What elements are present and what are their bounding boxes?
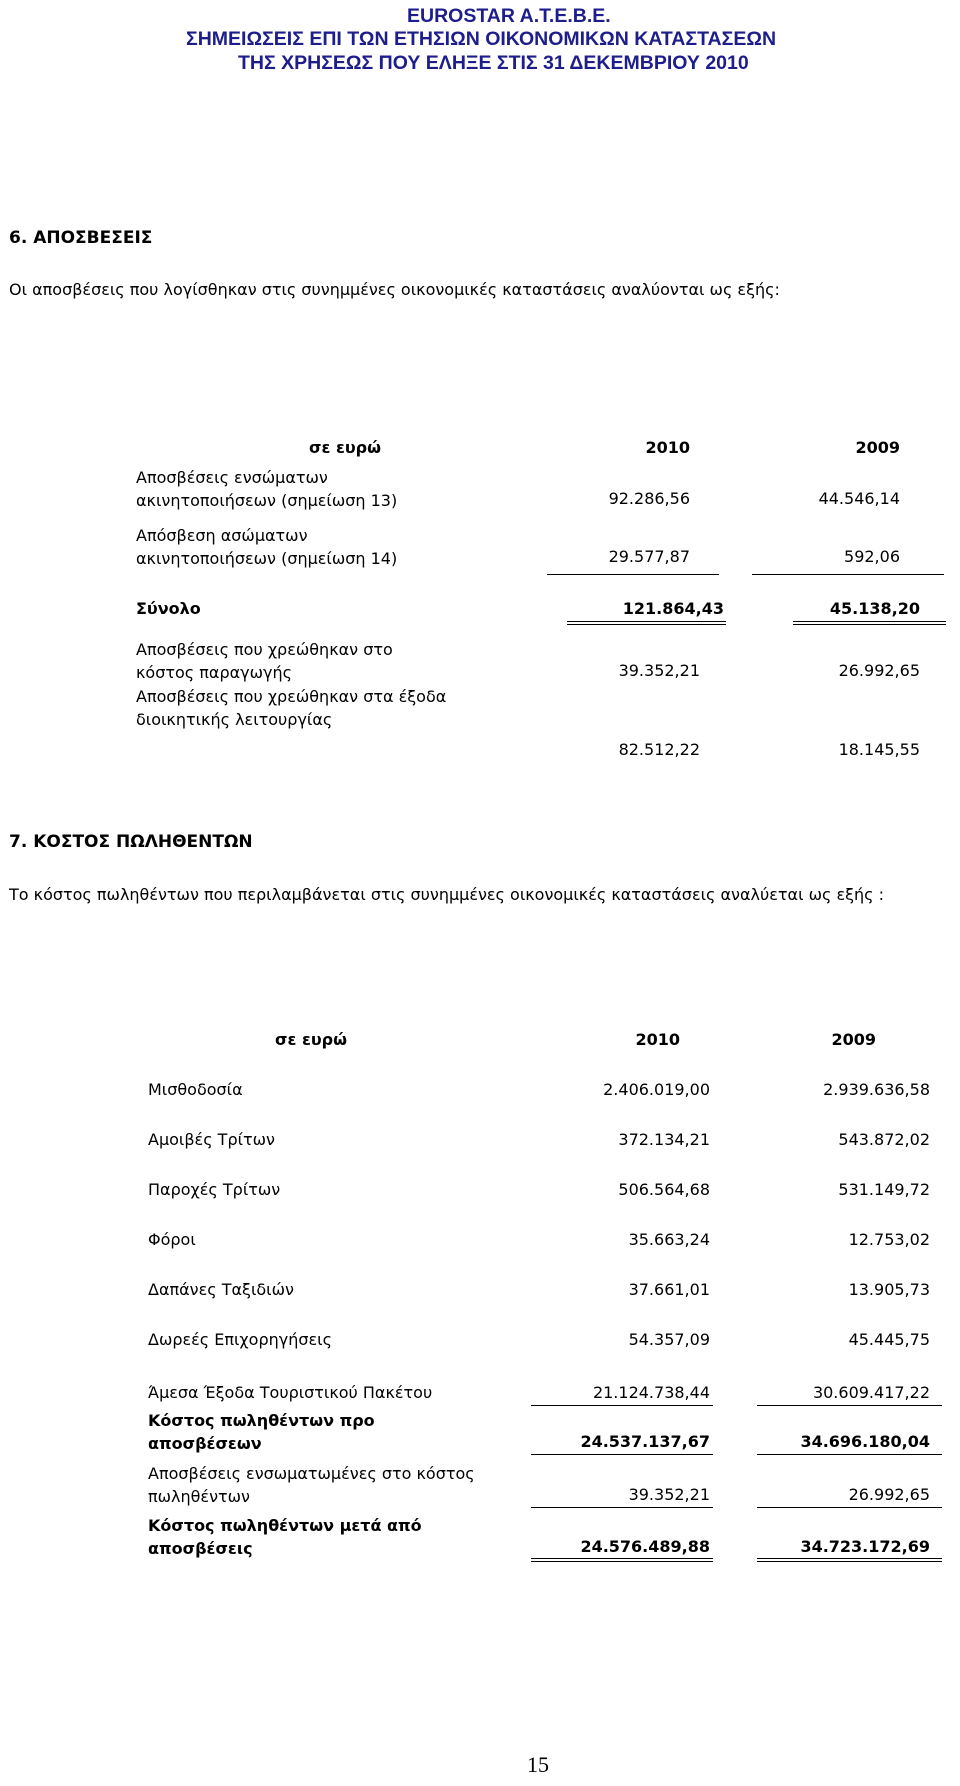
section-6-intro: Οι αποσβέσεις που λογίσθηκαν στις συνημμένες οικονομικές καταστάσεις αναλύονται ως εξής: [9,280,780,299]
s7-row-6-label: Δωρεές Επιχορηγήσεις [148,1330,332,1349]
s6-breakdown-2-2009: 18.145,55 [838,740,920,759]
s7-row-2-label: Αμοιβές Τρίτων [148,1130,275,1149]
s6-breakdown-1-2010: 39.352,21 [618,661,700,680]
s6-row-2-label [136,524,466,570]
s7-subtotal-2010: 24.537.137,67 [580,1432,710,1451]
s7-row-5-2010: 37.661,01 [628,1280,710,1299]
s7-row-4-2010: 35.663,24 [628,1230,710,1249]
s6-breakdown-1-label-line-2: κόστος παραγωγής [136,663,293,682]
s7-total-label-line-1: Κόστος πωληθέντων μετά από [148,1516,422,1535]
s7-col-2009: 2009 [831,1030,876,1049]
s7-depreciation-2010: 39.352,21 [628,1485,710,1504]
header-line-2: ΤΗΣ ΧΡΗΣΕΩΣ ΠΟΥ ΕΛΗΞΕ ΣΤΙΣ 31 ΔΕΚΕΜΒΡΙΟΥ 2010 [238,52,749,74]
s6-col-2009: 2009 [855,438,900,457]
s7-subtotal-label-line-1: Κόστος πωληθέντων προ [148,1411,375,1430]
s6-row-2-label-line-2: ακινητοποιήσεων (σημείωση 14) [136,549,398,568]
s7-row-3-2010: 506.564,68 [618,1180,710,1199]
s7-subtotal-label [148,1409,488,1455]
s7-row-1-label: Μισθοδοσία [148,1080,243,1099]
page-number: 15 [527,1752,549,1777]
s6-row-1-label [136,466,466,512]
s7-row-7-2009: 30.609.417,22 [812,1383,930,1402]
s7-row-4-2009: 12.753,02 [848,1230,930,1249]
s6-col-label: σε ευρώ [309,438,382,457]
s7-subtotal-label-line-2: αποσβέσεων [148,1434,262,1453]
s6-breakdown-2-label-line-1: Αποσβέσεις που χρεώθηκαν στα έξοδα [136,687,447,706]
s7-row-7-underline-2010 [531,1405,713,1406]
header-line-1: ΣΗΜΕΙΩΣΕΙΣ ΕΠΙ ΤΩΝ ΕΤΗΣΙΩΝ ΟΙΚΟΝΟΜΙΚΩΝ ΚΑΤΑΣΤΑΣΕΩΝ [186,28,777,50]
s7-row-7-2010: 21.124.738,44 [592,1383,710,1402]
s6-total-label: Σύνολο [136,599,201,618]
s7-total-label [148,1514,528,1560]
s7-depreciation-label-line-1: Αποσβέσεις ενσωματωμένες στο κόστος [148,1464,475,1483]
s6-col-2010: 2010 [645,438,690,457]
section-7-title: 7. ΚΟΣΤΟΣ ΠΩΛΗΘΕΝΤΩΝ [9,832,253,852]
section-7-intro: Το κόστος πωληθέντων που περιλαμβάνεται στις συνημμένες οικονομικές καταστάσεις αναλύεται ως εξής : [9,885,885,904]
s6-row-2-label-line-1: Απόσβεση ασώματων [136,526,308,545]
s7-total-double-underline-2009 [757,1558,942,1562]
s6-row-2-2010: 29.577,87 [608,547,690,566]
s6-subtotal-underline-2010 [547,574,719,575]
s7-row-3-label: Παροχές Τρίτων [148,1180,281,1199]
s6-total-double-underline-2009 [793,621,946,625]
s7-row-3-2009: 531.149,72 [838,1180,930,1199]
s7-row-6-2009: 45.445,75 [848,1330,930,1349]
s7-col-label: σε ευρώ [275,1030,348,1049]
s7-row-1-2010: 2.406.019,00 [603,1080,710,1099]
s7-row-2-2010: 372.134,21 [618,1130,710,1149]
s6-breakdown-1-label [136,638,476,684]
s7-total-double-underline-2010 [531,1558,713,1562]
s6-total-2010: 121.864,43 [622,599,724,618]
s7-row-7-underline-2009 [757,1405,942,1406]
s6-breakdown-2-2010: 82.512,22 [618,740,700,759]
s7-depreciation-label-line-2: πωληθέντων [148,1487,250,1506]
s6-total-double-underline-2010 [567,621,726,625]
s7-row-1-2009: 2.939.636,58 [823,1080,930,1099]
s7-depreciation-2009: 26.992,65 [848,1485,930,1504]
s7-depreciation-underline-2009 [757,1507,942,1508]
s7-depreciation-label [148,1462,528,1508]
s7-total-2009: 34.723.172,69 [800,1537,930,1556]
s6-breakdown-1-2009: 26.992,65 [838,661,920,680]
s6-row-1-2009: 44.546,14 [818,489,900,508]
s7-total-2010: 24.576.489,88 [580,1537,710,1556]
s7-row-6-2010: 54.357,09 [628,1330,710,1349]
s7-row-5-label: Δαπάνες Ταξιδιών [148,1280,294,1299]
s6-total-2009: 45.138,20 [829,599,920,618]
s6-row-2-2009: 592,06 [844,547,900,566]
s7-row-4-label: Φόροι [148,1230,196,1249]
s7-subtotal-2009: 34.696.180,04 [800,1432,930,1451]
s6-row-1-label-line-2: ακινητοποιήσεων (σημείωση 13) [136,491,398,510]
s7-row-7-label: Άμεσα Έξοδα Τουριστικού Πακέτου [148,1383,433,1402]
s6-row-1-2010: 92.286,56 [608,489,690,508]
s7-total-label-line-2: αποσβέσεις [148,1539,253,1558]
s7-depreciation-underline-2010 [531,1507,713,1508]
s7-subtotal-underline-2010 [531,1454,713,1455]
s6-row-1-label-line-1: Αποσβέσεις ενσώματων [136,468,328,487]
company-name: EUROSTAR A.T.E.B.E. [407,5,611,27]
s6-subtotal-underline-2009 [752,574,944,575]
s6-breakdown-2-label [136,685,476,731]
s7-row-5-2009: 13.905,73 [848,1280,930,1299]
section-6-title: 6. ΑΠΟΣΒΕΣΕΙΣ [9,228,153,248]
s7-col-2010: 2010 [635,1030,680,1049]
s7-row-2-2009: 543.872,02 [838,1130,930,1149]
s6-breakdown-2-label-line-2: διοικητικής λειτουργίας [136,710,333,729]
s7-subtotal-underline-2009 [757,1454,942,1455]
s6-breakdown-1-label-line-1: Αποσβέσεις που χρεώθηκαν στο [136,640,393,659]
